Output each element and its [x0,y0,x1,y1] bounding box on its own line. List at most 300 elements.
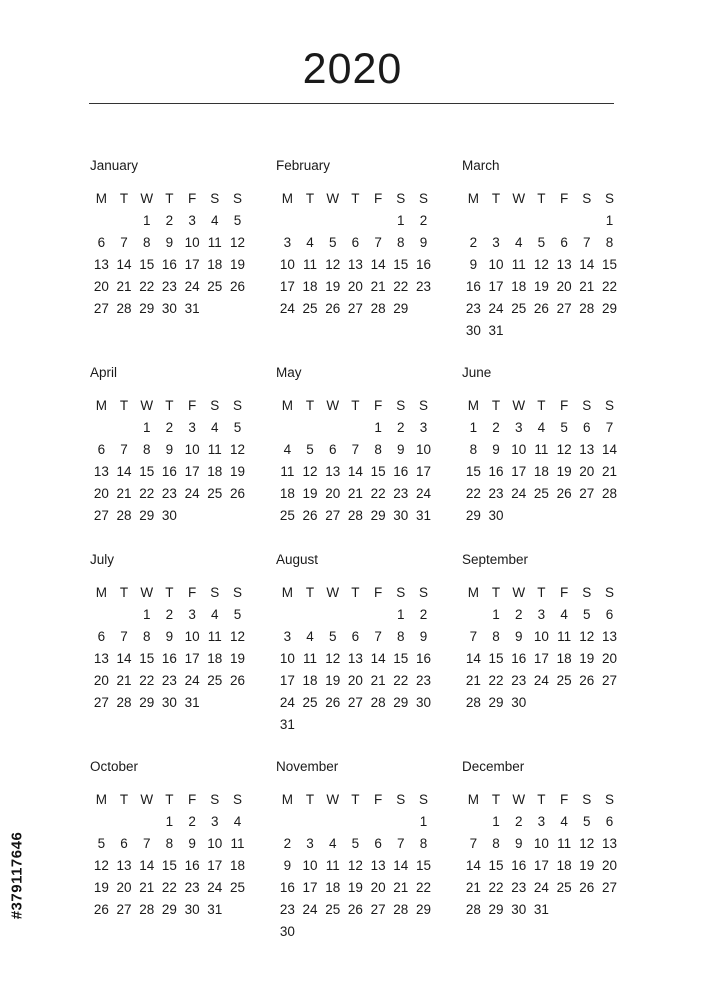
day-cell: 25 [207,486,223,501]
day-cell: 23 [184,880,200,895]
weekday-label: W [140,398,154,413]
weekday-label: F [187,191,197,206]
weekday-label: T [491,398,501,413]
day-cell: 1 [142,607,151,622]
day-cell: 24 [184,673,200,688]
day-cell: 14 [465,651,481,666]
weekday-label: W [140,191,154,206]
day-cell: 21 [579,279,595,294]
day-cell: 19 [533,279,549,294]
day-cell: 23 [488,486,504,501]
year-title: 2020 [302,45,403,93]
day-cell: 10 [184,235,200,250]
day-cell: 2 [419,213,428,228]
weekday-label: T [537,792,546,807]
weekday-label: T [119,191,129,206]
day-cell: 8 [142,442,151,457]
weekday-label: W [326,191,340,206]
weekday-label: F [187,585,197,600]
weekday-label: F [559,398,569,413]
day-cell: 2 [165,607,174,622]
day-cell: 31 [415,508,431,523]
weekday-label: T [165,191,174,206]
day-cell: 15 [415,858,431,873]
day-cell: 28 [370,695,386,710]
day-cell: 22 [465,486,481,501]
day-cell: 6 [605,607,614,622]
day-cell: 24 [184,279,200,294]
stock-id-text: #379117646 [8,831,26,919]
day-cell: 13 [556,257,572,272]
day-cell: 21 [116,673,132,688]
weekday-label: S [232,191,242,206]
day-cell: 7 [142,836,151,851]
day-cell: 29 [415,902,431,917]
day-cell: 27 [93,301,109,316]
day-cell: 28 [116,508,132,523]
day-cell: 29 [139,301,155,316]
day-cell: 1 [397,213,405,228]
day-cell: 7 [120,629,128,644]
day-cell: 7 [351,442,360,457]
empty-cell [530,210,553,232]
weekday-label: S [396,191,406,206]
day-cell: 1 [492,814,500,829]
day-cell: 2 [165,420,174,435]
day-cell: 30 [161,695,177,710]
weekday-label: F [187,398,197,413]
day-grid [90,582,249,714]
day-cell: 19 [579,651,595,666]
empty-cell [113,811,136,833]
weekday-label: W [512,585,526,600]
day-cell: 13 [601,629,617,644]
weekday-label: T [119,792,129,807]
day-cell: 27 [325,508,341,523]
day-cell: 4 [306,629,314,644]
day-cell: 28 [116,695,132,710]
day-cell: 29 [488,902,504,917]
day-cell: 14 [116,464,132,479]
weekday-label: T [165,398,174,413]
weekday-label: T [351,792,360,807]
day-cell: 19 [347,880,363,895]
day-cell: 12 [229,235,245,250]
day-cell: 28 [601,486,617,501]
day-cell: 3 [419,420,428,435]
day-cell: 17 [279,279,295,294]
weekday-label: T [165,585,174,600]
day-cell: 8 [165,836,174,851]
day-cell: 17 [279,673,295,688]
day-cell: 18 [207,257,223,272]
day-cell: 22 [488,673,504,688]
weekday-label: M [467,191,479,206]
day-cell: 21 [465,673,481,688]
day-cell: 7 [374,629,382,644]
day-cell: 25 [302,695,318,710]
day-cell: 9 [165,629,174,644]
day-cell: 17 [184,651,200,666]
day-cell: 30 [161,508,177,523]
day-cell: 20 [601,858,617,873]
weekday-label: S [396,398,406,413]
day-cell: 26 [229,486,245,501]
day-cell: 23 [161,673,177,688]
day-cell: 13 [93,651,109,666]
day-cell: 28 [370,301,386,316]
day-cell: 13 [325,464,341,479]
day-cell: 11 [303,651,318,666]
day-cell: 4 [211,607,219,622]
day-cell: 4 [211,213,219,228]
day-cell: 18 [229,858,245,873]
month-name: August [276,552,319,567]
weekday-label: S [232,585,242,600]
empty-cell [90,604,113,626]
day-cell: 31 [207,902,223,917]
day-cell: 1 [469,420,478,435]
day-cell: 26 [229,279,245,294]
weekday-label: F [373,792,383,807]
day-grid [276,188,435,320]
day-cell: 6 [351,235,360,250]
day-cell: 5 [233,420,242,435]
day-cell: 28 [465,902,481,917]
empty-cell [299,811,322,833]
day-cell: 24 [415,486,431,501]
month-name: February [276,158,331,173]
day-cell: 8 [492,629,500,644]
day-cell: 26 [556,486,572,501]
day-cell: 25 [207,673,223,688]
weekday-label: T [537,191,546,206]
empty-cell [276,417,299,439]
day-cell: 2 [469,235,478,250]
day-cell: 23 [161,486,177,501]
empty-cell [113,210,136,232]
day-cell: 27 [601,880,617,895]
day-cell: 7 [120,235,128,250]
day-cell: 23 [465,301,481,316]
day-cell: 28 [139,902,155,917]
day-cell: 18 [207,464,223,479]
empty-cell [321,604,344,626]
day-cell: 8 [419,836,428,851]
day-cell: 17 [184,464,200,479]
empty-cell [507,210,530,232]
weekday-label: S [210,398,220,413]
empty-cell [321,811,344,833]
day-cell: 18 [556,651,572,666]
day-cell: 12 [533,257,549,272]
day-cell: 30 [488,508,504,523]
weekday-label: S [418,792,428,807]
day-cell: 11 [207,629,222,644]
empty-cell [344,210,367,232]
day-cell: 20 [601,651,617,666]
day-cell: 21 [393,880,409,895]
day-cell: 29 [139,695,155,710]
day-cell: 15 [601,257,617,272]
weekday-label: S [582,398,592,413]
day-cell: 11 [325,858,340,873]
day-cell: 1 [142,420,151,435]
weekday-label: M [467,398,479,413]
day-cell: 19 [229,257,245,272]
day-cell: 17 [207,858,223,873]
day-cell: 16 [393,464,409,479]
weekday-label: M [467,585,479,600]
day-cell: 5 [328,629,337,644]
day-cell: 3 [283,235,292,250]
day-cell: 6 [328,442,337,457]
day-cell: 18 [533,464,549,479]
day-cell: 10 [415,442,431,457]
day-cell: 23 [415,673,431,688]
day-cell: 20 [93,279,109,294]
day-cell: 28 [116,301,132,316]
weekday-label: M [281,585,293,600]
day-cell: 26 [325,301,341,316]
weekday-label: W [326,792,340,807]
day-grid [276,789,435,943]
day-cell: 24 [279,695,295,710]
day-cell: 25 [229,880,245,895]
day-cell: 12 [325,651,341,666]
weekday-label: T [305,792,315,807]
day-cell: 17 [533,651,549,666]
day-cell: 5 [233,607,242,622]
day-cell: 23 [511,673,527,688]
day-cell: 24 [184,486,200,501]
weekday-label: T [351,191,360,206]
day-cell: 24 [302,902,318,917]
day-cell: 18 [279,486,295,501]
day-cell: 17 [302,880,318,895]
day-cell: 10 [488,257,504,272]
day-cell: 18 [302,279,318,294]
day-cell: 21 [347,486,363,501]
day-cell: 19 [325,279,341,294]
weekday-label: W [140,585,154,600]
day-cell: 22 [601,279,617,294]
day-cell: 12 [93,858,109,873]
day-cell: 16 [415,257,431,272]
day-cell: 16 [161,464,177,479]
day-cell: 1 [142,213,151,228]
empty-cell [367,210,390,232]
month-name: January [90,158,139,173]
day-cell: 1 [492,607,500,622]
day-cell: 21 [370,673,386,688]
day-cell: 4 [560,814,568,829]
day-cell: 4 [283,442,292,457]
day-cell: 15 [488,651,504,666]
day-cell: 13 [93,257,109,272]
day-cell: 30 [511,695,527,710]
day-cell: 14 [393,858,409,873]
day-cell: 26 [347,902,363,917]
day-cell: 5 [351,836,360,851]
day-cell: 26 [325,695,341,710]
weekday-label: T [119,398,129,413]
empty-cell [299,604,322,626]
day-cell: 6 [351,629,360,644]
day-cell: 12 [229,629,245,644]
weekday-label: T [537,585,546,600]
day-cell: 7 [583,235,591,250]
day-cell: 15 [370,464,386,479]
day-cell: 30 [161,301,177,316]
day-cell: 8 [492,836,500,851]
weekday-label: M [95,191,107,206]
day-cell: 5 [560,420,568,435]
empty-cell [90,417,113,439]
day-cell: 2 [165,213,174,228]
day-cell: 5 [537,235,546,250]
day-cell: 16 [161,257,177,272]
weekday-label: M [281,792,293,807]
day-cell: 15 [139,257,155,272]
day-cell: 16 [161,651,177,666]
day-cell: 26 [302,508,318,523]
day-cell: 9 [514,629,523,644]
day-cell: 14 [601,442,617,457]
empty-cell [276,210,299,232]
day-cell: 9 [469,257,478,272]
day-cell: 13 [370,858,386,873]
day-cell: 23 [511,880,527,895]
empty-cell [462,604,485,626]
day-cell: 24 [279,301,295,316]
day-cell: 14 [370,651,386,666]
day-cell: 7 [397,836,405,851]
day-cell: 7 [374,235,382,250]
day-cell: 18 [511,279,527,294]
day-cell: 2 [514,607,523,622]
day-cell: 3 [283,629,292,644]
weekday-label: W [140,792,154,807]
empty-cell [344,417,367,439]
day-cell: 6 [97,629,106,644]
day-cell: 22 [139,673,155,688]
day-cell: 9 [188,836,196,851]
day-cell: 31 [279,717,295,732]
day-cell: 26 [93,902,109,917]
day-cell: 2 [492,420,500,435]
day-cell: 28 [393,902,409,917]
day-cell: 19 [302,486,318,501]
day-cell: 14 [347,464,363,479]
day-cell: 8 [374,442,382,457]
day-cell: 16 [488,464,504,479]
weekday-label: F [559,585,569,600]
day-cell: 19 [579,858,595,873]
empty-cell [462,811,485,833]
weekday-label: T [491,792,501,807]
day-cell: 1 [419,814,428,829]
day-cell: 22 [139,279,155,294]
weekday-label: S [604,191,614,206]
day-cell: 3 [188,213,196,228]
day-cell: 29 [393,695,409,710]
weekday-label: T [305,191,315,206]
weekday-label: S [418,398,428,413]
day-cell: 8 [605,235,614,250]
day-cell: 13 [601,836,617,851]
month-name: September [462,552,529,567]
stock-id-watermark [6,770,28,980]
day-cell: 5 [306,442,314,457]
day-cell: 26 [579,673,595,688]
day-cell: 10 [207,836,223,851]
day-cell: 20 [93,486,109,501]
day-cell: 8 [397,235,405,250]
day-grid [276,395,435,527]
day-cell: 24 [207,880,223,895]
weekday-label: F [187,792,197,807]
day-cell: 29 [161,902,177,917]
weekday-label: S [604,792,614,807]
day-cell: 3 [306,836,314,851]
day-cell: 30 [511,902,527,917]
weekday-label: F [373,398,383,413]
empty-cell [367,604,390,626]
day-cell: 4 [560,607,568,622]
day-cell: 13 [347,651,363,666]
day-cell: 31 [184,695,200,710]
day-cell: 11 [280,464,295,479]
month-name: April [90,365,118,380]
day-cell: 30 [393,508,409,523]
weekday-label: S [418,191,428,206]
day-cell: 29 [465,508,481,523]
empty-cell [367,811,390,833]
weekday-label: M [281,191,293,206]
day-cell: 12 [229,442,245,457]
day-cell: 6 [605,814,614,829]
day-cell: 3 [188,420,196,435]
empty-cell [113,604,136,626]
day-cell: 27 [601,673,617,688]
day-cell: 13 [579,442,595,457]
day-cell: 22 [161,880,177,895]
day-cell: 5 [583,607,591,622]
weekday-label: W [326,585,340,600]
weekday-label: S [396,792,406,807]
day-cell: 9 [492,442,500,457]
weekday-label: T [119,585,129,600]
day-cell: 15 [139,651,155,666]
day-cell: 14 [465,858,481,873]
day-cell: 29 [393,301,409,316]
month-name: July [90,552,115,567]
day-cell: 2 [283,836,292,851]
day-cell: 11 [303,257,318,272]
day-cell: 14 [139,858,155,873]
day-cell: 21 [601,464,617,479]
day-cell: 18 [302,673,318,688]
empty-cell [344,811,367,833]
day-cell: 11 [207,442,222,457]
day-cell: 22 [393,279,409,294]
day-cell: 10 [533,836,549,851]
day-cell: 19 [93,880,109,895]
day-cell: 17 [488,279,504,294]
day-grid [90,188,249,320]
day-cell: 12 [325,257,341,272]
